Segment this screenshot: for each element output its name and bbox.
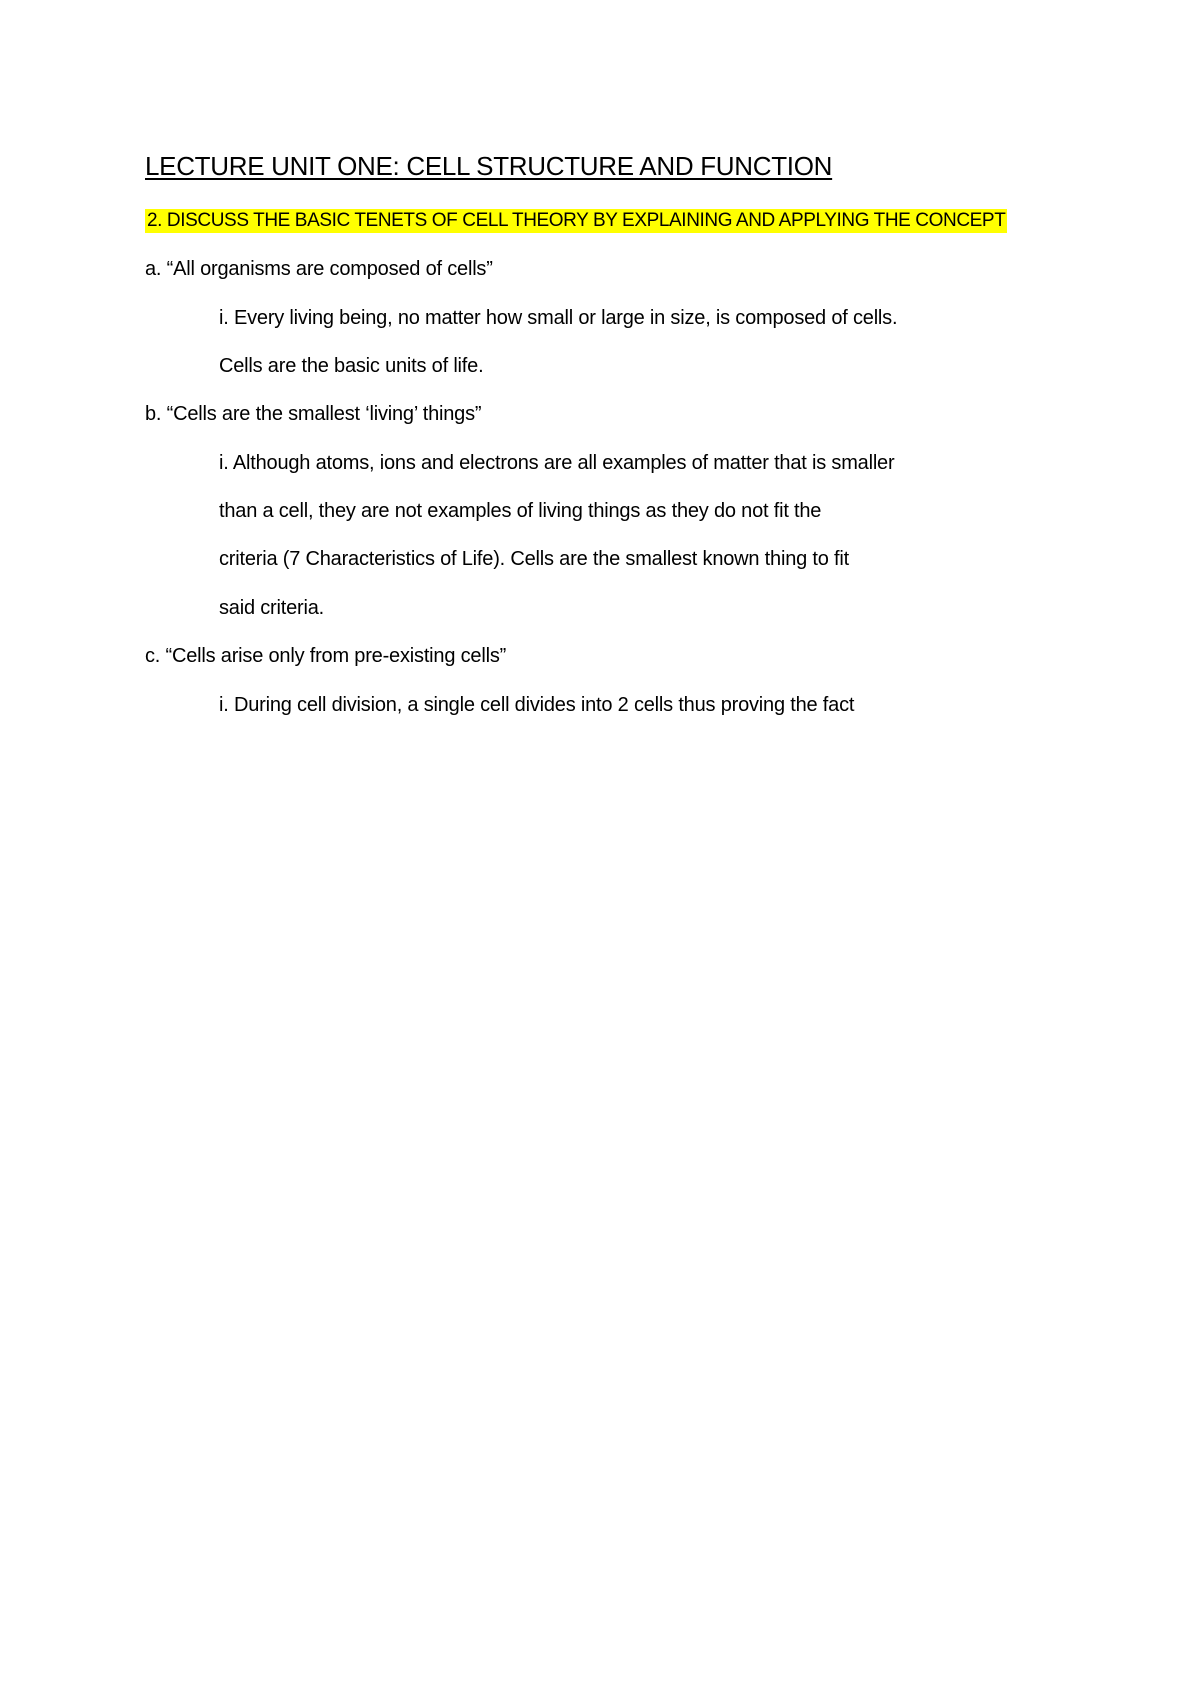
objective-highlight: 2. DISCUSS THE BASIC TENETS OF CELL THEORY BY EXPLAINING AND APPLYING THE CONCEPT bbox=[147, 210, 1006, 231]
tenet-b-line-4: said criteria. bbox=[219, 597, 325, 619]
tenet-heading-c: c. “Cells arise only from pre-existing cells” bbox=[145, 645, 507, 667]
objective-line bbox=[145, 208, 1007, 233]
tenet-c-line-1: i. During cell division, a single cell divides into 2 cells thus proving the fact bbox=[219, 694, 855, 716]
tenet-b-line-1: i. Although atoms, ions and electrons are all examples of matter that is smaller bbox=[219, 452, 895, 474]
tenet-b-line-2: than a cell, they are not examples of living things as they do not fit the bbox=[219, 500, 822, 522]
page-title: LECTURE UNIT ONE: CELL STRUCTURE AND FUNCTION bbox=[145, 151, 833, 181]
tenet-heading-a: a. “All organisms are composed of cells” bbox=[145, 258, 493, 280]
tenet-a-line-2: Cells are the basic units of life. bbox=[219, 355, 484, 377]
tenet-b-line-3: criteria (7 Characteristics of Life). Cells are the smallest known thing to fit bbox=[219, 548, 850, 570]
tenet-a-line-1: i. Every living being, no matter how small or large in size, is composed of cells. bbox=[219, 307, 898, 329]
tenet-heading-b: b. “Cells are the smallest ‘living’ things” bbox=[145, 403, 482, 425]
